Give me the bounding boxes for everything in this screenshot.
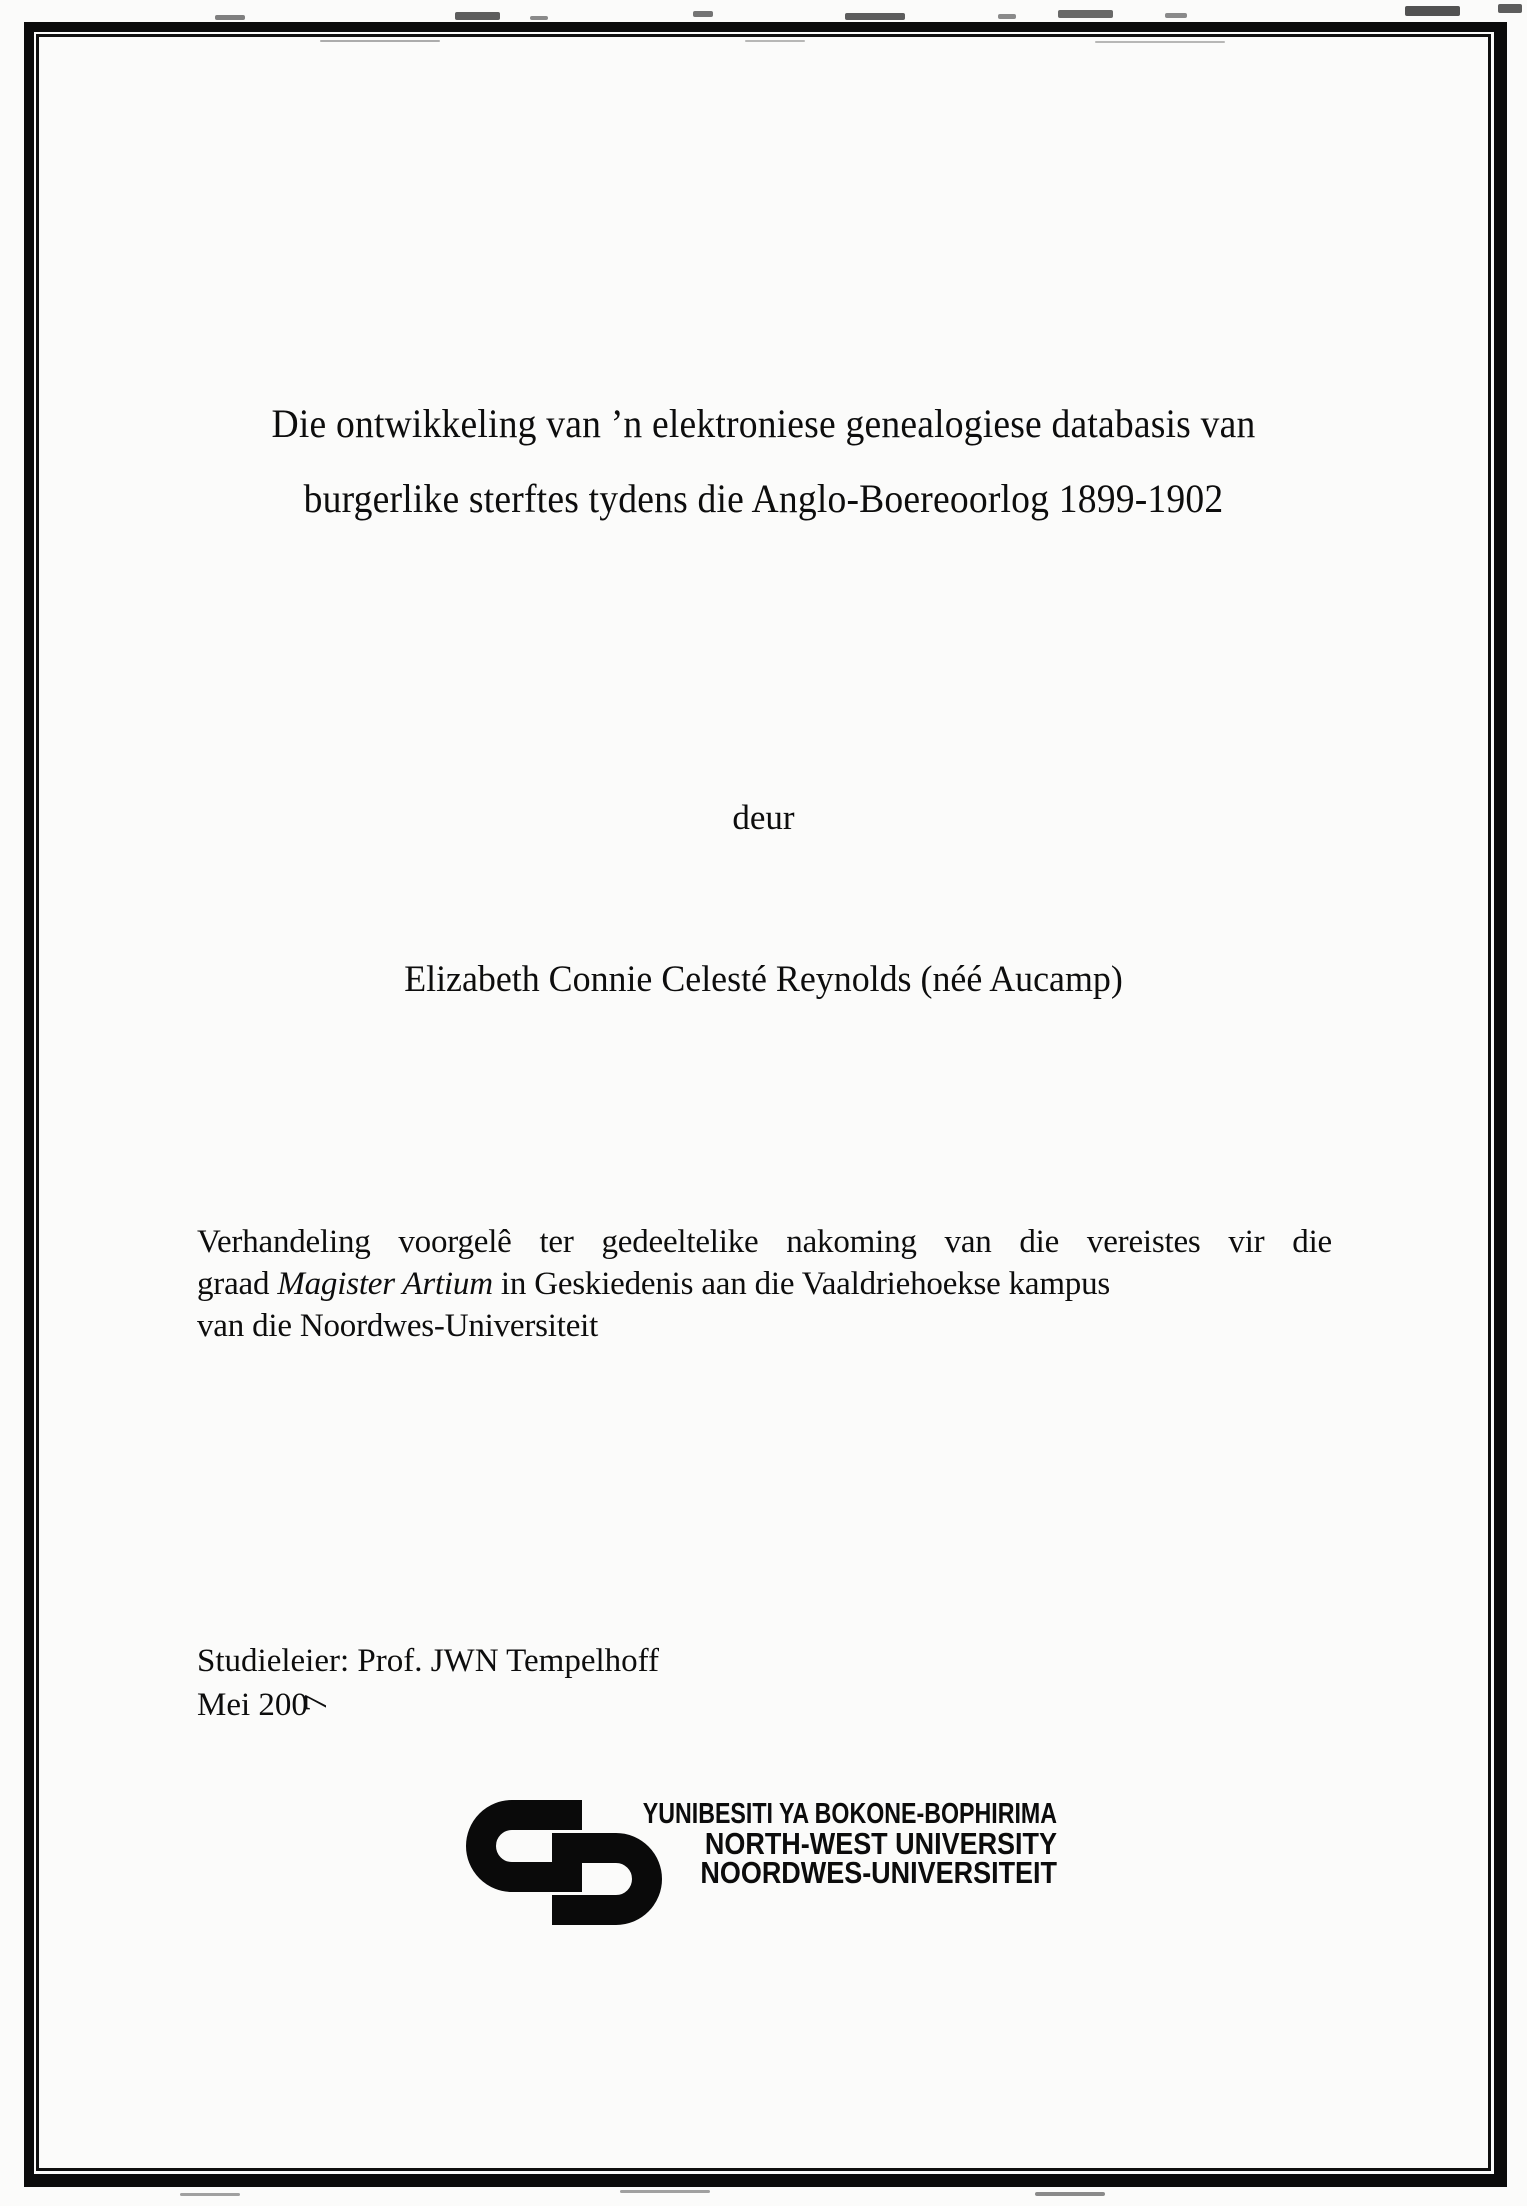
logo-text-line2: NORTH-WEST UNIVERSITY bbox=[704, 1826, 1057, 1861]
scan-artifact bbox=[1095, 41, 1225, 43]
date-label bbox=[197, 1683, 659, 1727]
university-logo-text bbox=[500, 1798, 1057, 1890]
supervisor-block bbox=[197, 1639, 659, 1727]
scan-artifact bbox=[1405, 6, 1460, 16]
date-last-digit: 7 bbox=[299, 1694, 334, 1712]
scan-artifact bbox=[180, 2193, 240, 2196]
supervisor-label: Studieleier: Prof. JWN Tempelhoff bbox=[197, 1643, 660, 1679]
date-prefix: Mei 200 bbox=[197, 1687, 308, 1723]
byline: deur bbox=[732, 798, 795, 837]
statement-line-1: Verhandeling voorgelê ter gedeeltelike nakoming van die vereistes vir die bbox=[197, 1224, 1332, 1260]
scan-artifact bbox=[845, 13, 905, 20]
logo-text-line1: YUNIBESITI YA BOKONE-BOPHIRIMA bbox=[642, 1798, 1057, 1830]
scan-artifact bbox=[998, 14, 1016, 19]
scan-artifact bbox=[455, 12, 500, 20]
scan-artifact bbox=[1035, 2192, 1105, 2196]
thesis-title-line2: burgerlike sterftes tydens die Anglo-Boereoorlog 1899-1902 bbox=[303, 476, 1224, 521]
statement-line2-post: in Geskiedenis aan die Vaaldriehoekse kampus bbox=[492, 1266, 1111, 1302]
statement-line2-pre: graad bbox=[197, 1266, 278, 1302]
scan-artifact bbox=[745, 40, 805, 42]
thesis-title-line1: Die ontwikkeling van ’n elektroniese genealogiese databasis van bbox=[271, 401, 1256, 446]
logo-text-line3: NOORDWES-UNIVERSITEIT bbox=[700, 1855, 1057, 1890]
scan-artifact bbox=[1058, 10, 1113, 18]
scan-artifact bbox=[1498, 4, 1522, 13]
thesis-title bbox=[130, 386, 1396, 536]
statement-line-3: van die Noordwes-Universiteit bbox=[197, 1308, 599, 1344]
scan-artifact bbox=[215, 15, 245, 20]
degree-statement bbox=[197, 1221, 1332, 1347]
scan-artifact bbox=[693, 11, 713, 17]
author-name: Elizabeth Connie Celesté Reynolds (néé Aucamp) bbox=[404, 959, 1123, 1000]
statement-line2-degree-name: Magister Artium bbox=[277, 1266, 493, 1302]
scan-artifact bbox=[620, 2190, 710, 2193]
statement-line-2 bbox=[197, 1263, 1332, 1305]
scan-artifact bbox=[320, 40, 440, 42]
scan-artifact bbox=[1165, 13, 1187, 18]
scan-artifact bbox=[530, 16, 548, 20]
